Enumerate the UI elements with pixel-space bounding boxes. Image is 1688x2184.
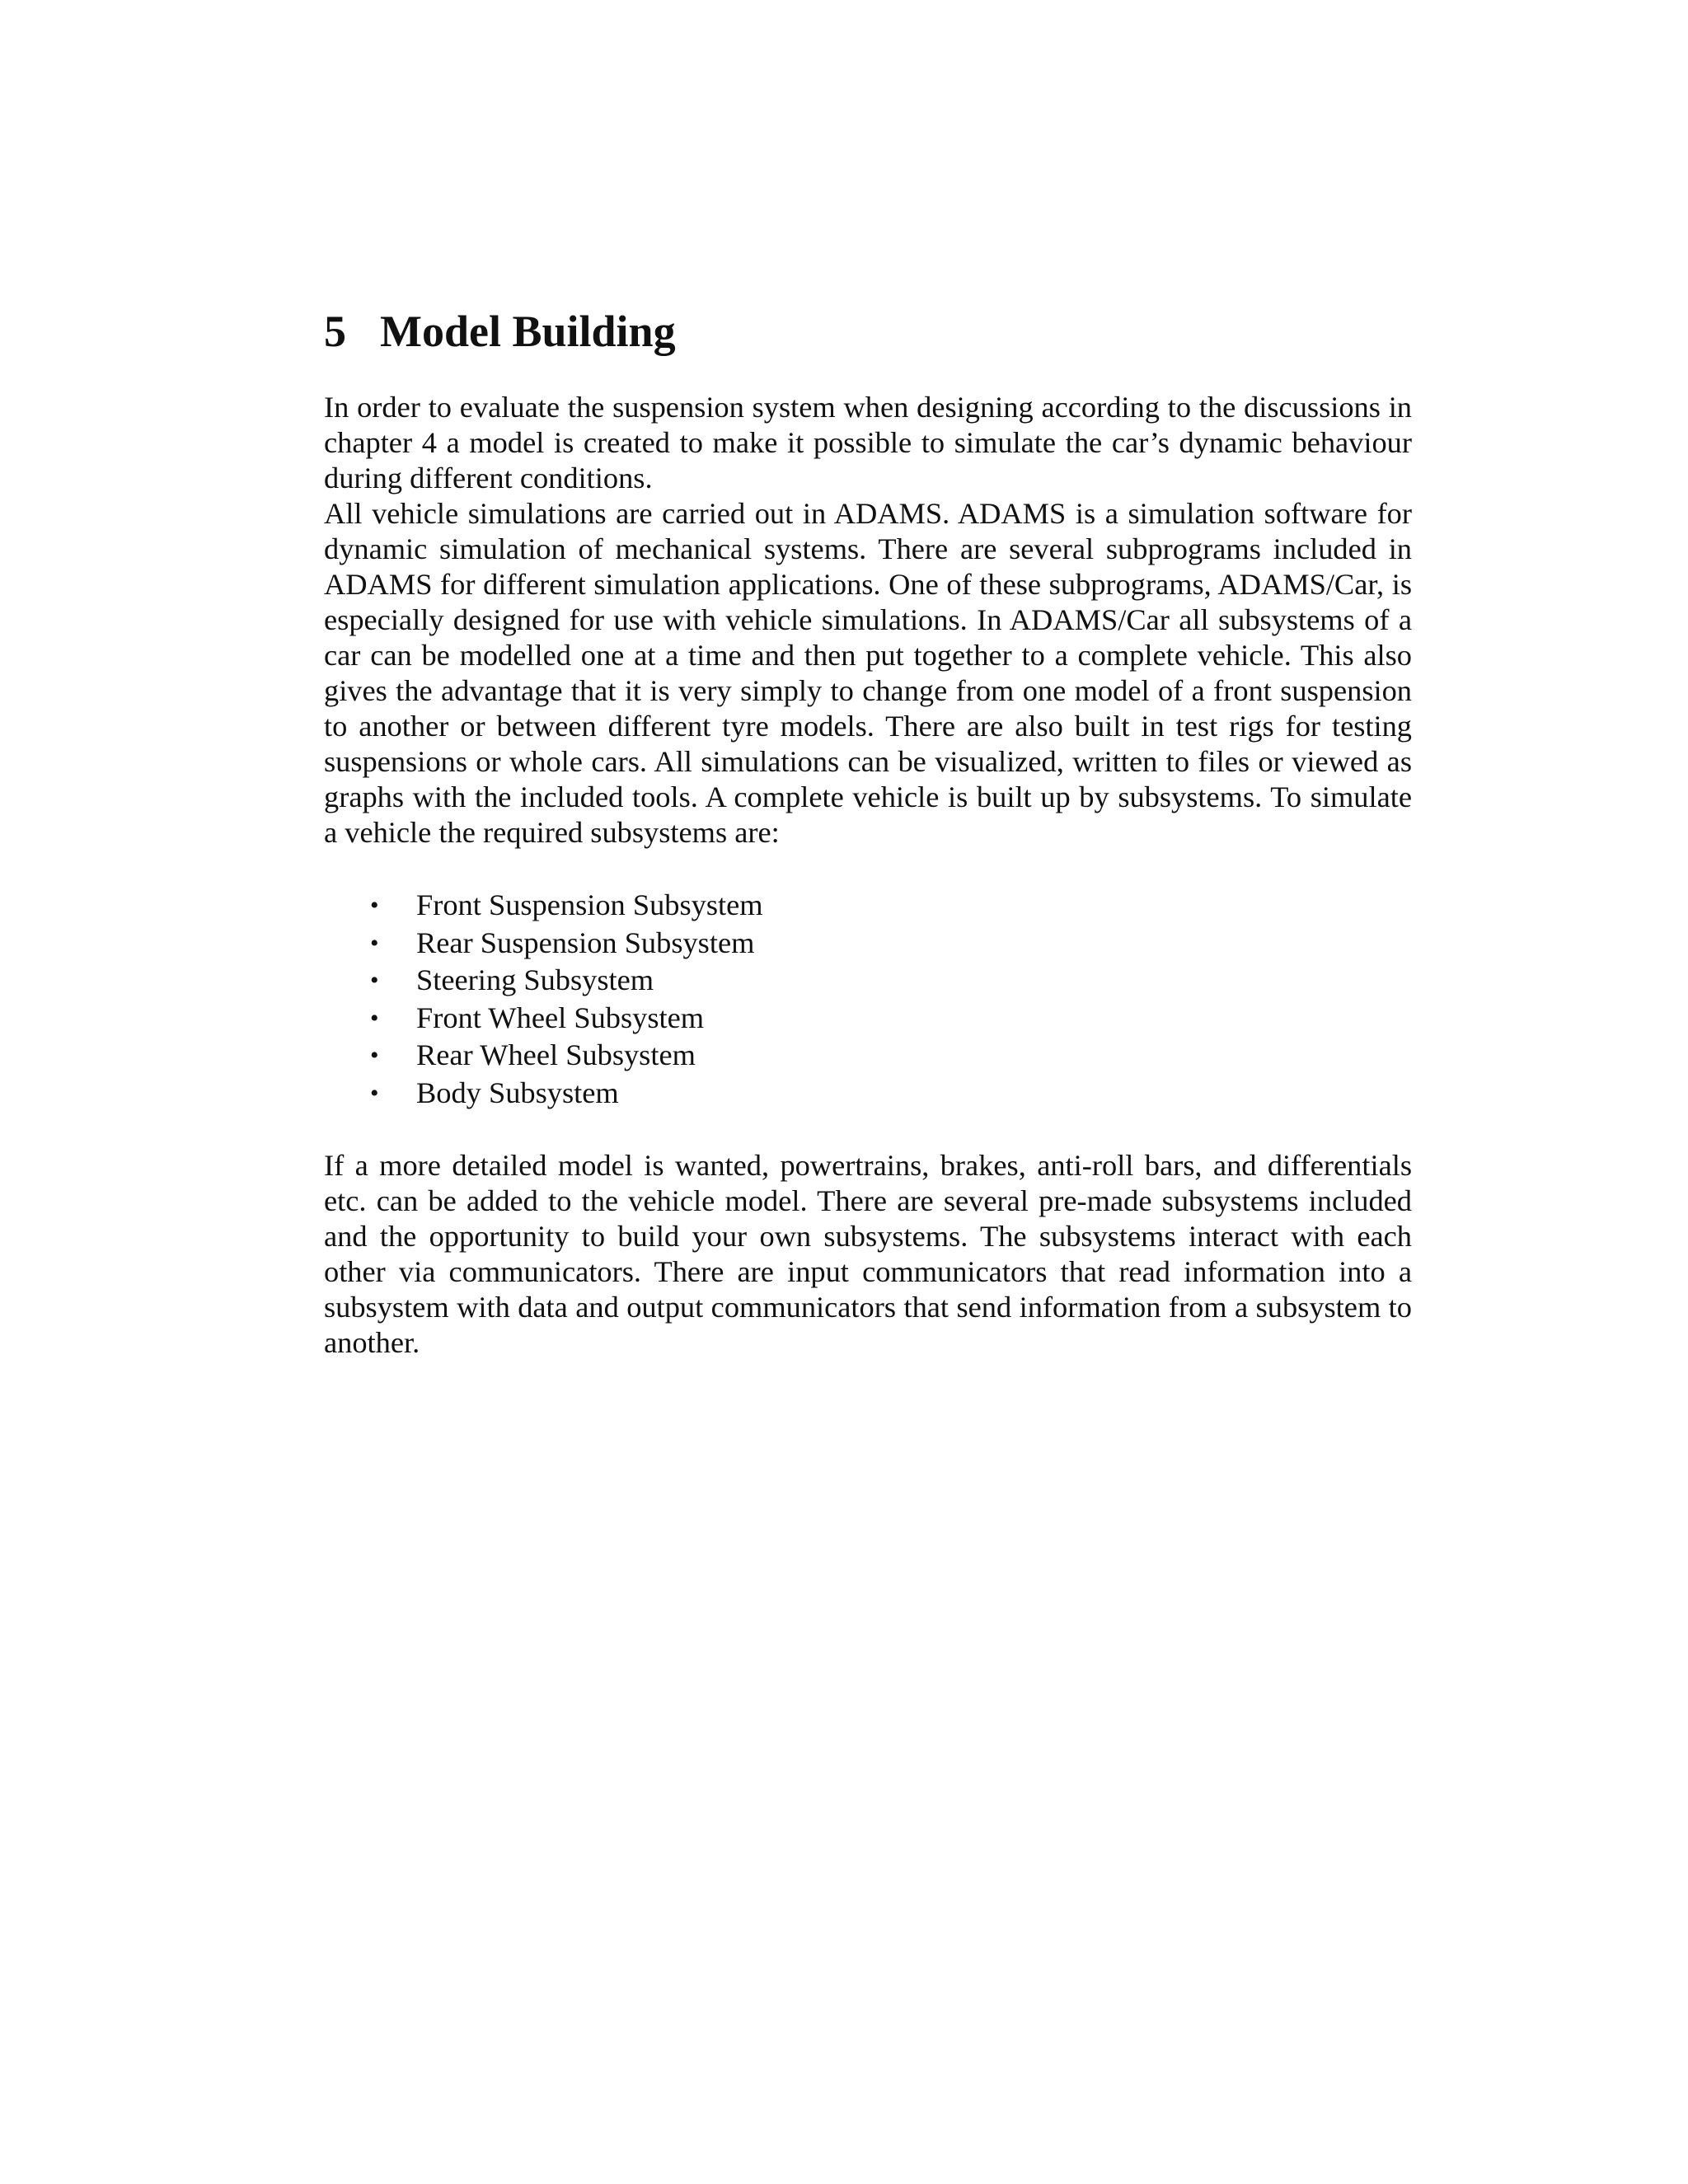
section-title: Model Building (380, 307, 676, 356)
list-item (324, 1000, 1412, 1038)
list-item-label: Front Wheel Subsystem (416, 1001, 705, 1034)
list-item-label: Body Subsystem (416, 1076, 619, 1109)
bullet-icon: • (370, 1004, 379, 1032)
bullet-icon: • (370, 1042, 379, 1069)
list-item-label: Front Suspension Subsystem (416, 888, 763, 921)
list-item-label: Rear Wheel Subsystem (416, 1038, 696, 1071)
page-content (324, 301, 1412, 1361)
list-item-label: Rear Suspension Subsystem (416, 926, 755, 959)
closing-paragraph: If a more detailed model is wanted, powertrains, brakes, anti-roll bars, and differentials etc. can be added to the vehicle model. There are several pre-made subsystems included and the opportunity to build your own subsystems. The subsystems interact with each other via communicators. There are input communicators that read information into a subsystem with data and output communicators that send information from a subsystem to another. (324, 1149, 1412, 1359)
intro-paragraph: In order to evaluate the suspension system when designing according to the discussions in chapter 4 a model is created to make it possible to simulate the car’s dynamic behaviour during different conditions. (324, 391, 1412, 494)
bullet-icon: • (370, 892, 379, 919)
list-item (324, 925, 1412, 963)
list-item-label: Steering Subsystem (416, 963, 654, 996)
bullet-icon: • (370, 967, 379, 994)
list-item (324, 962, 1412, 1000)
list-item (324, 1075, 1412, 1113)
adams-paragraph: All vehicle simulations are carried out in ADAMS. ADAMS is a simulation software for dynamic simulation of mechanical systems. There are several subprograms included in ADAMS for different simulation applications. One of these subprograms, ADAMS/Car, is especially designed for use with vehicle simulations. In ADAMS/Car all subsystems of a car can be modelled one at a time and then put together to a complete vehicle. This also gives the advantage that it is very simply to change from one model of a front suspension to another or between different tyre models. There are also built in test rigs for testing suspensions or whole cars. All simulations can be visualized, written to files or viewed as graphs with the included tools. A complete vehicle is built up by subsystems. To simulate a vehicle the required subsystems are: (324, 497, 1412, 849)
bullet-icon: • (370, 1079, 379, 1107)
list-item (324, 1037, 1412, 1075)
list-item (324, 887, 1412, 925)
subsystem-list (324, 887, 1412, 1112)
section-number: 5 (324, 307, 346, 356)
section-heading (324, 301, 1412, 362)
bullet-icon: • (370, 929, 379, 957)
